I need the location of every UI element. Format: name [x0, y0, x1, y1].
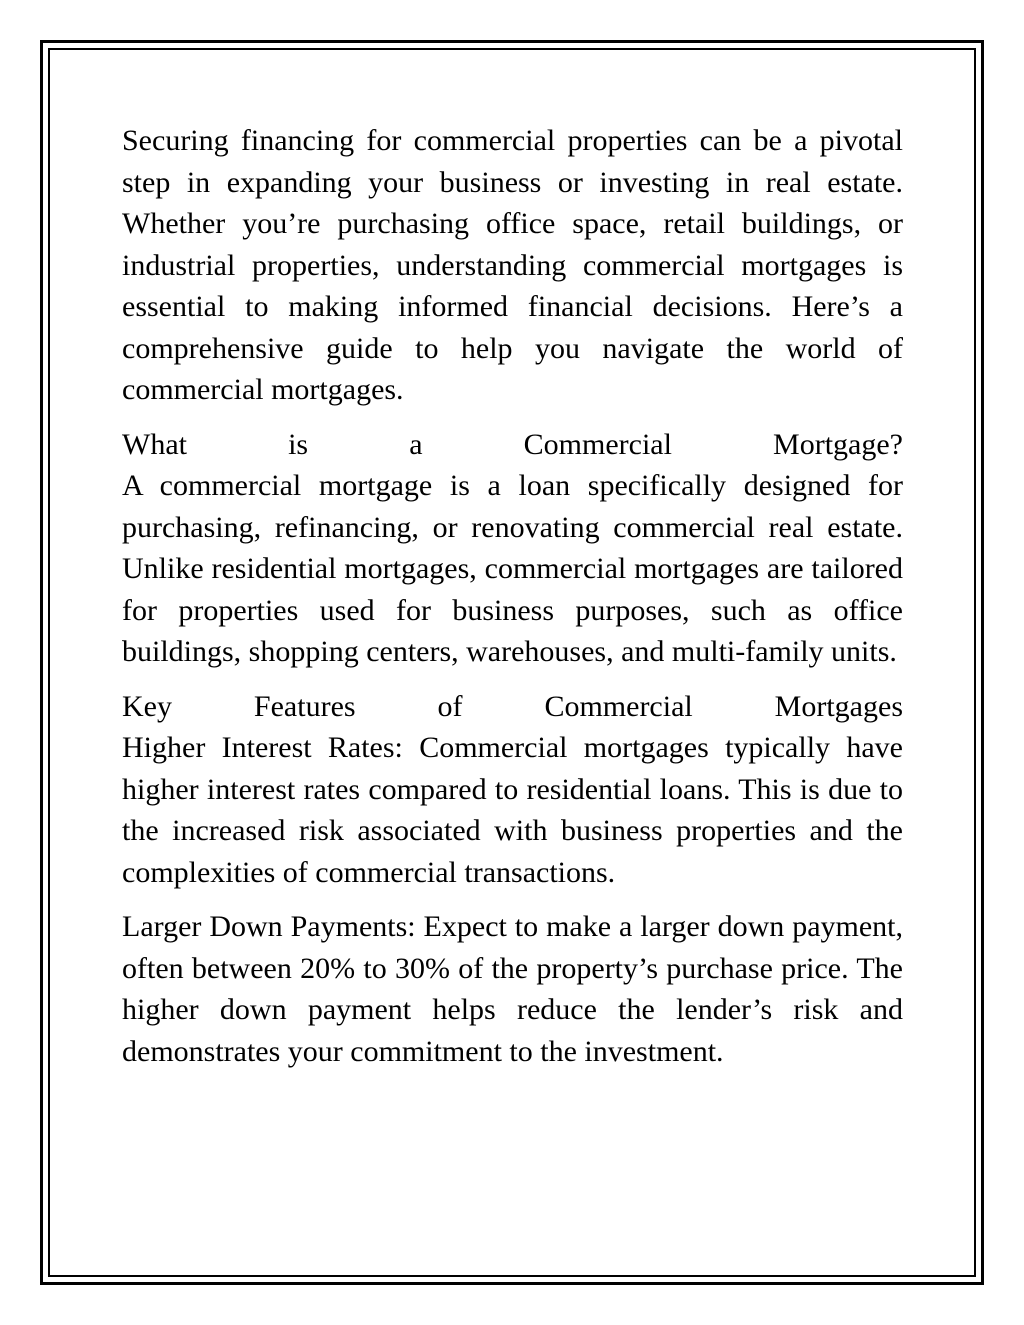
section-heading-key-features: Key Features of Commercial Mortgages	[122, 689, 903, 723]
section-key-features	[122, 686, 903, 894]
section-body-interest-rates: Higher Interest Rates: Commercial mortgages typically have higher interest rates compared to residential loans. This is due to the increased risk associated with business properties and the complexities of commercial transactions.	[122, 731, 903, 889]
intro-paragraph: Securing financing for commercial properties can be a pivotal step in expanding your business or investing in real estate. Whether you’re purchasing office space, retail buildings, or industrial properties, understanding commercial mortgages is essential to making informed financial decisions. Here’s a comprehensive guide to help you navigate the world of commercial mortgages.	[122, 124, 903, 406]
section-body-what-is: A commercial mortgage is a loan specifically designed for purchasing, refinancing, or renovating commercial real estate. Unlike residential mortgages, commercial mortgages are tailored for properties used for business purposes, such as office buildings, shopping centers, warehouses, and multi-family units.	[122, 469, 903, 668]
down-payments-paragraph: Larger Down Payments: Expect to make a larger down payment, often between 20% to 30% of the property’s purchase price. The higher down payment helps reduce the lender’s risk and demonstrates your commitment to the investment.	[122, 910, 903, 1068]
document-body	[122, 120, 903, 1085]
section-what-is	[122, 424, 903, 673]
section-heading-what-is: What is a Commercial Mortgage?	[122, 427, 903, 461]
